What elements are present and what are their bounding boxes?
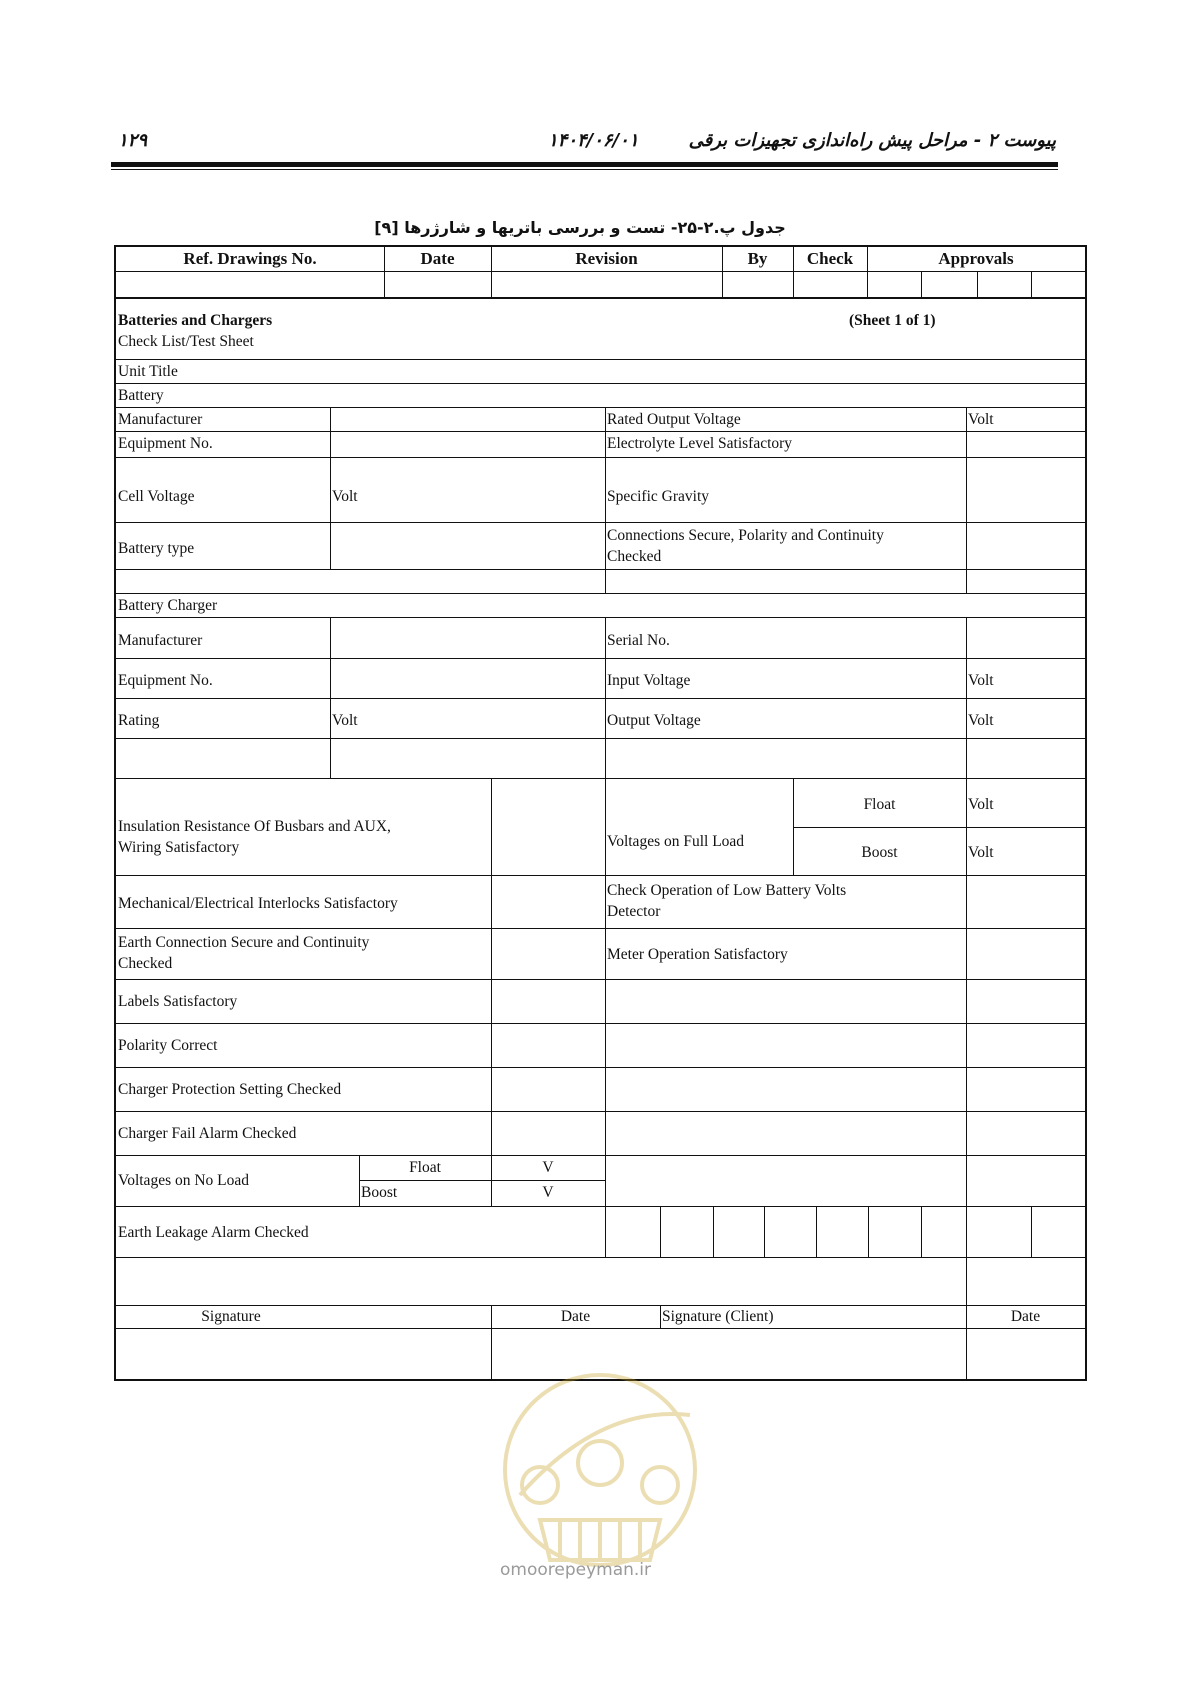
grid-line xyxy=(330,617,331,778)
unit-title-label: Unit Title xyxy=(118,363,178,380)
rated-output-voltage-label: Rated Output Voltage xyxy=(607,411,741,428)
table-caption: جدول پ.۲-۲۵- تست و بررسی باتریها و شارژرها [۹] xyxy=(374,218,786,237)
grid-line xyxy=(116,1257,1085,1258)
grid-line xyxy=(359,1180,605,1181)
battery-type-label: Battery type xyxy=(118,540,195,557)
battery-charger-test-sheet xyxy=(114,245,1087,1381)
voltages-full-load-label: Voltages on Full Load xyxy=(607,833,745,850)
grid-line xyxy=(966,407,967,593)
grid-line xyxy=(330,407,331,569)
grid-line xyxy=(713,1206,714,1257)
battery-charger-section-label: Battery Charger xyxy=(118,597,218,614)
grid-line xyxy=(116,593,1085,594)
grid-line xyxy=(966,1206,967,1257)
full-load-boost-unit: Volt xyxy=(968,844,994,861)
signature-date-label: Date xyxy=(560,1308,591,1325)
grid-line xyxy=(116,698,1085,699)
col-ref-drawings: Ref. Drawings No. xyxy=(183,249,317,268)
labels-satisfactory-label: Labels Satisfactory xyxy=(118,993,238,1010)
battery-section-label: Battery xyxy=(118,387,164,404)
col-revision: Revision xyxy=(575,249,638,268)
rated-output-volt-unit: Volt xyxy=(968,411,994,428)
grid-line xyxy=(116,778,1085,779)
grid-line xyxy=(116,1067,1085,1068)
insulation-label-line2: Wiring Satisfactory xyxy=(118,839,240,856)
charger-equipment-no-label: Equipment No. xyxy=(118,672,213,689)
earth-leakage-label: Earth Leakage Alarm Checked xyxy=(118,1224,309,1241)
grid-line xyxy=(116,617,1085,618)
col-by: By xyxy=(747,249,768,268)
header-rule-thin xyxy=(111,169,1058,170)
grid-line xyxy=(116,979,1085,980)
input-voltage-label: Input Voltage xyxy=(607,672,691,689)
polarity-correct-label: Polarity Correct xyxy=(118,1037,218,1054)
grid-line xyxy=(116,928,1085,929)
rating-label: Rating xyxy=(118,712,160,729)
rating-volt-unit: Volt xyxy=(332,712,358,729)
grid-line xyxy=(116,383,1085,384)
grid-line xyxy=(1031,271,1032,297)
col-date: Date xyxy=(420,249,455,268)
grid-line xyxy=(816,1206,817,1257)
watermark-site-text: omoorepeyman.ir xyxy=(500,1560,652,1580)
grid-line xyxy=(116,875,1085,876)
low-battery-label-line1: Check Operation of Low Battery Volts xyxy=(607,882,847,899)
no-load-boost-label: Boost xyxy=(361,1184,398,1201)
cell-voltage-label: Cell Voltage xyxy=(118,488,195,505)
output-volt-unit: Volt xyxy=(968,712,994,729)
fail-alarm-label: Charger Fail Alarm Checked xyxy=(118,1125,297,1142)
grid-line xyxy=(966,617,967,778)
full-load-boost-label: Boost xyxy=(861,844,898,861)
grid-line xyxy=(1031,1206,1032,1257)
grid-line xyxy=(116,569,1085,570)
sheet-number: (Sheet 1 of 1) xyxy=(849,312,936,329)
grid-line xyxy=(605,407,606,593)
battery-manufacturer-label: Manufacturer xyxy=(118,411,203,428)
no-load-float-label: Float xyxy=(409,1159,441,1176)
signature-client-label: Signature (Client) xyxy=(662,1308,774,1325)
grid-line xyxy=(793,827,1085,828)
grid-line xyxy=(116,1023,1085,1024)
page-number: ۱۲۹ xyxy=(118,130,148,151)
grid-line xyxy=(116,359,1085,360)
low-battery-label-line2: Detector xyxy=(607,903,661,920)
grid-line xyxy=(116,1328,1085,1329)
grid-line xyxy=(116,407,1085,408)
protection-setting-label: Charger Protection Setting Checked xyxy=(118,1081,342,1098)
header-date: ۱۴۰۴/۰۶/۰۱ xyxy=(548,130,639,151)
grid-line xyxy=(966,1155,967,1206)
grid-line xyxy=(116,658,1085,659)
grid-line xyxy=(977,271,978,297)
electrolyte-level-label: Electrolyte Level Satisfactory xyxy=(607,435,793,452)
section-title: پیوست ۲ - مراحل پیش راه‌اندازی تجهیزات برقی xyxy=(688,130,1056,151)
grid-line xyxy=(966,778,967,1155)
meter-operation-label: Meter Operation Satisfactory xyxy=(607,946,788,963)
grid-line xyxy=(921,271,922,297)
serial-no-label: Serial No. xyxy=(607,632,670,649)
grid-line xyxy=(116,738,1085,739)
grid-line xyxy=(116,457,1085,458)
grid-line xyxy=(116,1111,1085,1112)
specific-gravity-label: Specific Gravity xyxy=(607,488,710,505)
input-volt-unit: Volt xyxy=(968,672,994,689)
output-voltage-label: Output Voltage xyxy=(607,712,701,729)
form-title: Batteries and Chargers xyxy=(118,312,273,329)
grid-line xyxy=(116,297,1085,299)
grid-line xyxy=(116,271,1085,272)
header-rule-thick xyxy=(111,162,1058,167)
cell-voltage-unit: Volt xyxy=(332,488,358,505)
battery-equipment-no-label: Equipment No. xyxy=(118,435,213,452)
signature-label: Signature xyxy=(201,1308,261,1325)
earth-connection-label-line2: Checked xyxy=(118,955,173,972)
grid-line xyxy=(491,778,492,1155)
grid-line xyxy=(116,522,1085,523)
earth-connection-label-line1: Earth Connection Secure and Continuity xyxy=(118,934,370,951)
connections-label-line1: Connections Secure, Polarity and Continuity xyxy=(607,527,884,544)
interlocks-label: Mechanical/Electrical Interlocks Satisfactory xyxy=(118,895,398,912)
grid-line xyxy=(116,431,1085,432)
full-load-float-unit: Volt xyxy=(968,796,994,813)
grid-line xyxy=(764,1206,765,1257)
col-check: Check xyxy=(806,249,854,268)
full-load-float-label: Float xyxy=(863,796,896,813)
connections-label-line2: Checked xyxy=(607,548,662,565)
grid-line xyxy=(660,1206,661,1257)
no-load-float-unit: V xyxy=(542,1159,554,1176)
grid-line xyxy=(605,778,606,1206)
grid-line xyxy=(116,1206,1085,1207)
grid-line xyxy=(605,1206,606,1257)
grid-line xyxy=(116,1155,1085,1156)
voltages-no-load-label: Voltages on No Load xyxy=(118,1172,250,1189)
col-approvals: Approvals xyxy=(938,249,1014,268)
grid-line xyxy=(868,1206,869,1257)
no-load-boost-unit: V xyxy=(542,1184,554,1201)
grid-line xyxy=(605,617,606,778)
form-subtitle: Check List/Test Sheet xyxy=(118,333,254,350)
grid-line xyxy=(660,1305,661,1328)
charger-manufacturer-label: Manufacturer xyxy=(118,632,203,649)
client-date-label: Date xyxy=(1010,1308,1041,1325)
grid-line xyxy=(921,1206,922,1257)
insulation-label-line1: Insulation Resistance Of Busbars and AUX, xyxy=(118,818,391,835)
